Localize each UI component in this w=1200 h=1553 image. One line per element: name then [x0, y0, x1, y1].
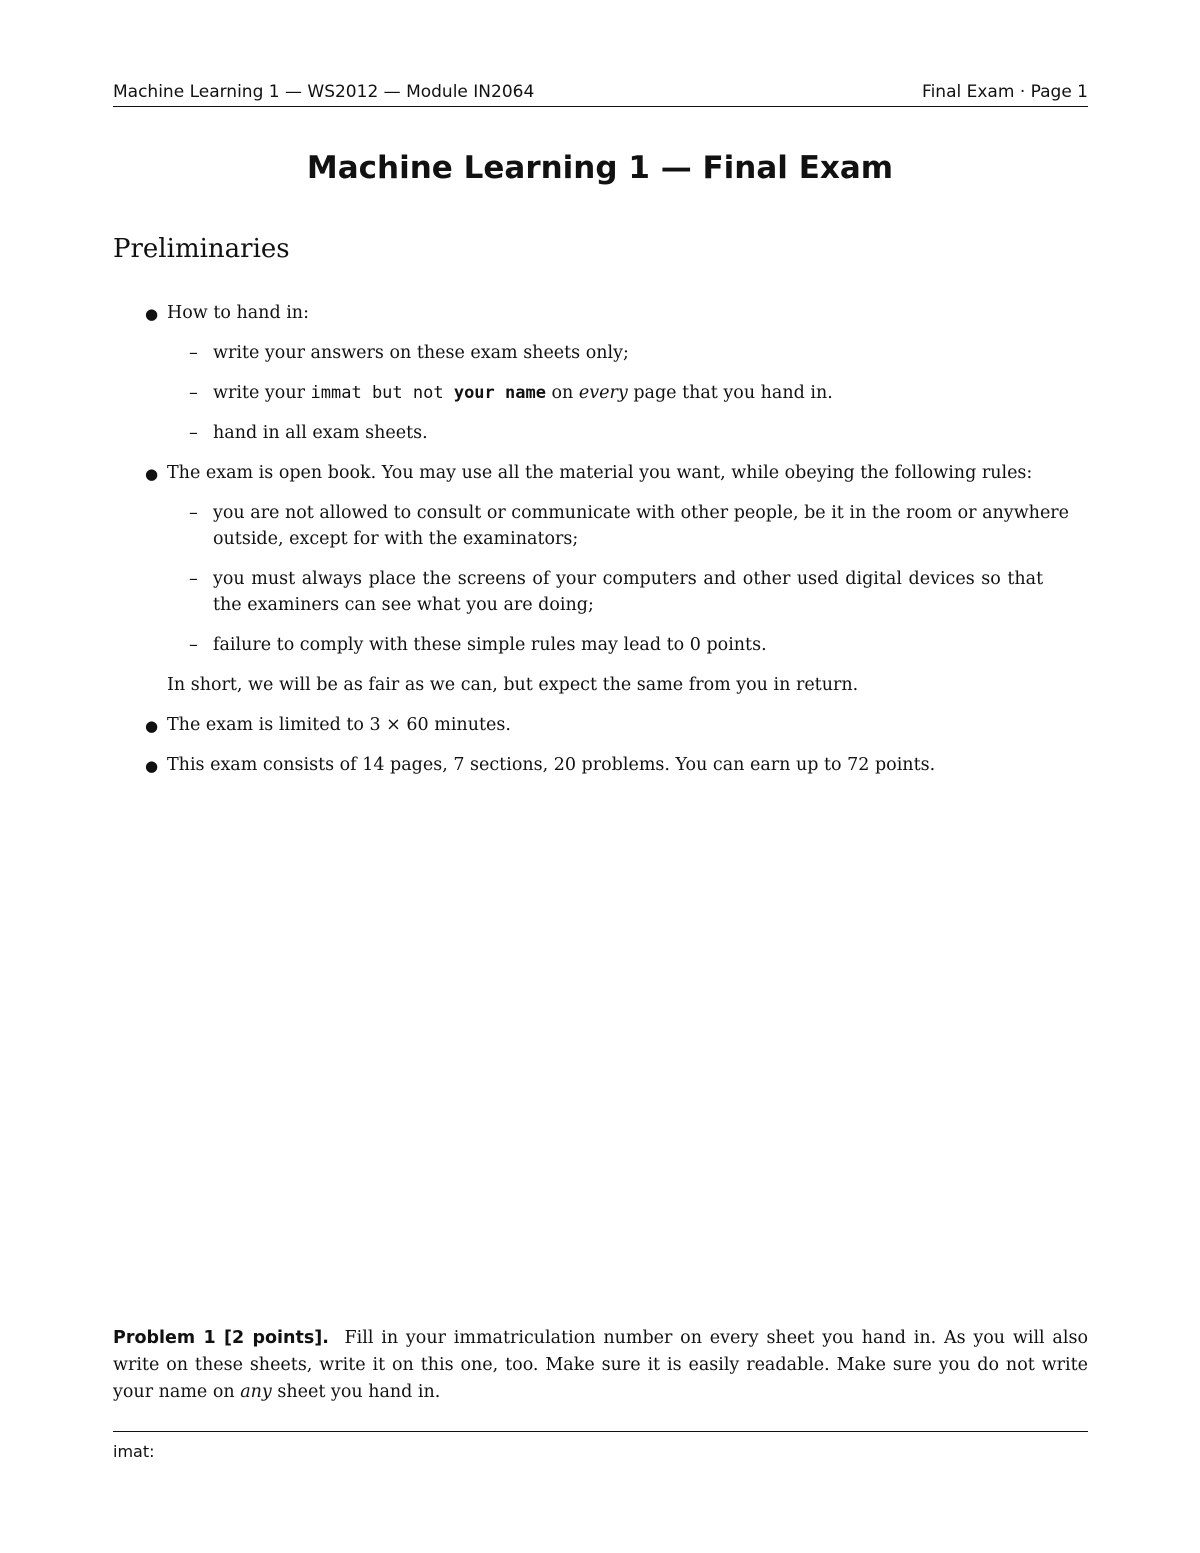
hand-in-item-answers: write your answers on these exam sheets only; [213, 343, 629, 363]
bullet-time-limit: The exam is limited to 3 × 60 minutes. [167, 715, 511, 735]
rule-screens-line2: the examiners can see what you are doing; [213, 595, 594, 615]
exam-title: Machine Learning 1 — Final Exam [306, 150, 894, 186]
dash-icon: – [189, 343, 198, 363]
bullet-exam-consists: This exam consists of 14 pages, 7 sections, 20 problems. You can earn up to 72 points. [167, 755, 936, 775]
bullet-icon: ● [145, 717, 159, 735]
rule-failure: failure to comply with these simple rules may lead to 0 points. [213, 635, 767, 655]
problem-1: Problem 1 [2 points]. Fill in your immatriculation number on every sheet you hand in. As you will also write on these sheets, write it on this one, too. Make sure it is easily readable. Make sure you do not write your name on any sheet you hand in. [113, 1328, 1088, 1402]
imat-label: imat: [113, 1442, 155, 1461]
dash-icon: – [189, 635, 198, 655]
dash-icon: – [189, 423, 198, 443]
bullet-icon: ● [145, 305, 159, 323]
dash-icon: – [189, 383, 198, 403]
hand-in-item-sheets: hand in all exam sheets. [213, 423, 428, 443]
header-page-number: Final Exam · Page 1 [922, 82, 1088, 102]
rule-no-communication-line2: outside, except for with the examinators; [213, 529, 579, 549]
rule-screens-line1: you must always place the screens of your computers and other used digital devices so that [213, 569, 1044, 589]
header-course: Machine Learning 1 — WS2012 — Module IN2064 [113, 82, 535, 102]
problem-label: Problem 1 [2 points]. [113, 1328, 329, 1348]
page-header [113, 82, 1088, 107]
bullet-hand-in: How to hand in: [167, 303, 309, 323]
dash-icon: – [189, 503, 198, 523]
dash-icon: – [189, 569, 198, 589]
hand-in-item-immat: write your immat but not your name on every page that you hand in. [213, 383, 833, 403]
bullet-open-book: The exam is open book. You may use all the material you want, while obeying the following rules: [167, 463, 1033, 483]
bullet-icon: ● [145, 465, 159, 483]
answer-line [113, 1431, 1088, 1432]
section-heading: Preliminaries [113, 234, 290, 264]
rule-no-communication-line1: you are not allowed to consult or communicate with other people, be it in the room or anywhere [213, 503, 1070, 523]
open-book-summary: In short, we will be as fair as we can, but expect the same from you in return. [167, 675, 859, 695]
bullet-icon: ● [145, 757, 159, 775]
